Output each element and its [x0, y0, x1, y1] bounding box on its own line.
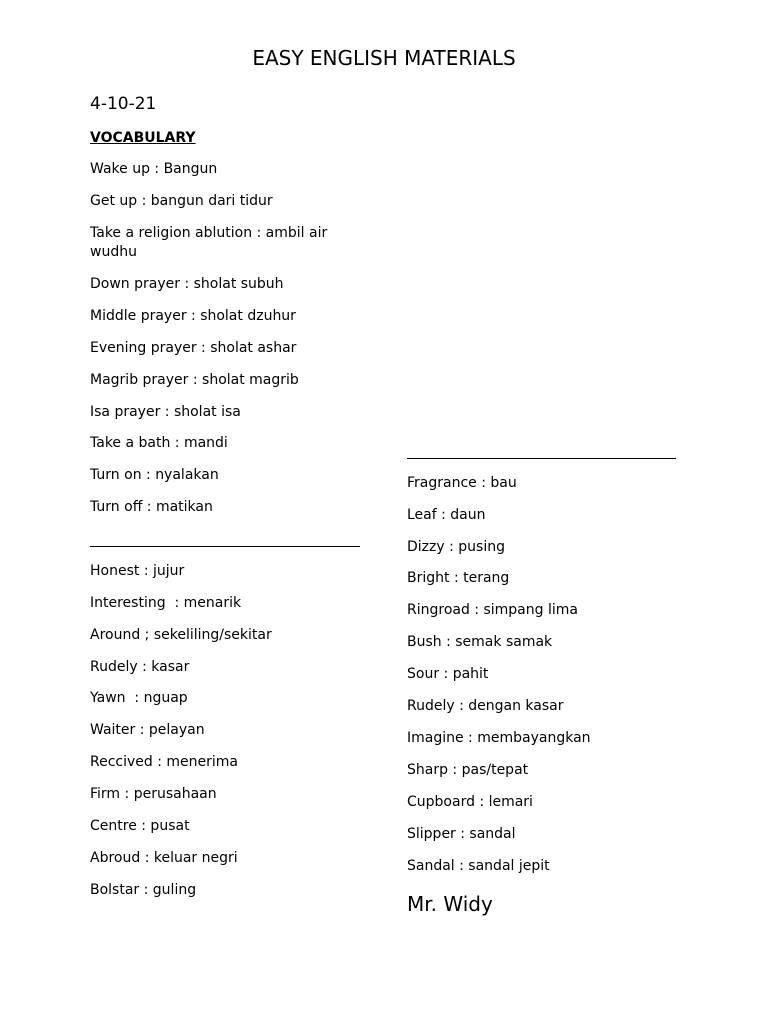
vocab-entry: Fragrance : bau: [407, 475, 517, 491]
author-signature: Mr. Widy: [407, 892, 493, 916]
vocab-entry: Sharp : pas/tepat: [407, 762, 529, 778]
vocab-entry: Bolstar : guling: [90, 882, 197, 898]
vocab-entry: Dizzy : pusing: [407, 539, 505, 555]
vocabulary-heading: VOCABULARY: [90, 130, 196, 146]
vocab-entry: Bright : terang: [407, 570, 510, 586]
separator-line: [90, 546, 360, 547]
vocab-entry: Get up : bangun dari tidur: [90, 193, 273, 209]
vocab-entry: Honest : jujur: [90, 563, 185, 579]
vocab-entry: Middle prayer : sholat dzuhur: [90, 308, 296, 324]
vocab-entry: Interesting : menarik: [90, 595, 242, 611]
vocab-entry: Rudely : dengan kasar: [407, 698, 564, 714]
vocab-entry: Imagine : membayangkan: [407, 730, 591, 746]
page-title: EASY ENGLISH MATERIALS: [252, 46, 516, 70]
vocab-entry: Sour : pahit: [407, 666, 489, 682]
vocab-entry: Cupboard : lemari: [407, 794, 533, 810]
vocab-entry: Turn off : matikan: [90, 499, 213, 515]
separator-line: [407, 458, 676, 459]
vocab-entry: Leaf : daun: [407, 507, 486, 523]
vocab-entry: Abroud : keluar negri: [90, 850, 238, 866]
vocab-entry: Take a religion ablution : ambil air wudhu: [90, 225, 328, 260]
vocab-entry: Evening prayer : sholat ashar: [90, 340, 297, 356]
vocab-entry: Ringroad : simpang lima: [407, 602, 578, 618]
vocab-entry: Firm : perusahaan: [90, 786, 217, 802]
vocab-entry: Down prayer : sholat subuh: [90, 276, 284, 292]
vocab-entry: Turn on : nyalakan: [90, 467, 219, 483]
vocab-entry: Sandal : sandal jepit: [407, 858, 550, 874]
vocab-entry: Wake up : Bangun: [90, 161, 218, 177]
vocab-entry: Around ; sekeliling/sekitar: [90, 627, 272, 643]
vocab-entry: Reccived : menerima: [90, 754, 238, 770]
vocab-entry: Yawn : nguap: [90, 690, 188, 706]
vocab-entry: Isa prayer : sholat isa: [90, 404, 241, 420]
vocab-entry: Centre : pusat: [90, 818, 190, 834]
vocab-entry: Bush : semak samak: [407, 634, 553, 650]
date: 4-10-21: [90, 94, 157, 114]
vocab-entry: Waiter : pelayan: [90, 722, 205, 738]
vocab-entry: Magrib prayer : sholat magrib: [90, 372, 299, 388]
vocab-entry: Take a bath : mandi: [90, 435, 228, 451]
vocab-entry: Slipper : sandal: [407, 826, 516, 842]
vocab-entry: Rudely : kasar: [90, 659, 190, 675]
